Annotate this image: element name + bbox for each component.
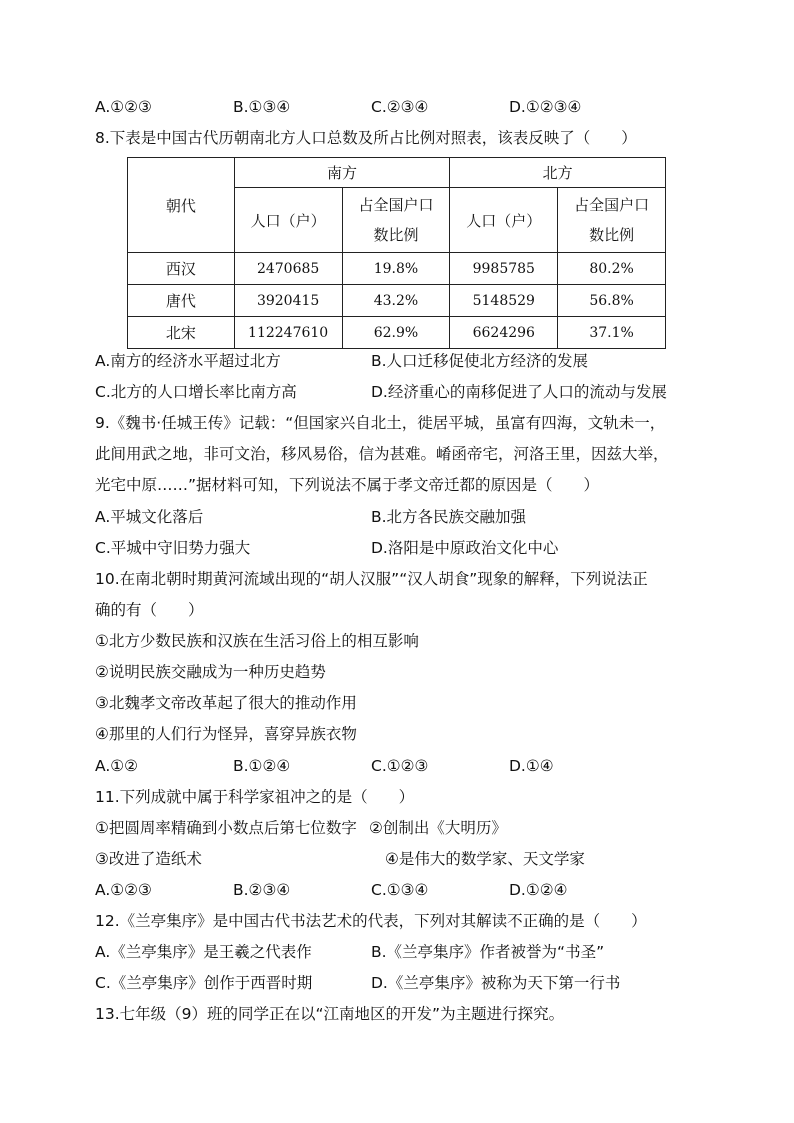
q9-stem-line3: 光宅中原……”据材料可知，下列说法不属于孝文帝迁都的原因是（ ） (95, 476, 600, 494)
table-row (128, 285, 666, 317)
cell-south-population: 112247610 (234, 317, 342, 349)
q12-option-a: A.《兰亭集序》是王羲之代表作 (95, 943, 312, 961)
q8-option-b: B.人口迁移促使北方经济的发展 (371, 352, 589, 370)
q9-option-a: A.平城文化落后 (95, 508, 204, 526)
cell-north-ratio: 80.2% (558, 253, 666, 285)
cell-north-ratio: 56.8% (558, 285, 666, 317)
table-header-south-ratio (342, 188, 450, 253)
cell-dynasty: 唐代 (128, 285, 235, 317)
q10-option-b: B.①②④ (233, 757, 291, 775)
q13-stem: 13.七年级（9）班的同学正在以“江南地区的开发”为主题进行探究。 (95, 1005, 565, 1023)
q11-statements-row1 (95, 818, 715, 838)
q10-statement-1: ①北方少数民族和汉族在生活习俗上的相互影响 (95, 632, 419, 650)
q11-stem: 11.下列成就中属于科学家祖冲之的是（ ） (95, 788, 415, 806)
table-header-south-population: 人口（户） (234, 188, 342, 253)
q11-options (95, 880, 715, 900)
q11-statements-row2 (95, 849, 715, 869)
table-row (128, 253, 666, 285)
q10-statement-3: ③北魏孝文帝改革起了很大的推动作用 (95, 694, 357, 712)
q8-option-a: A.南方的经济水平超过北方 (95, 352, 281, 370)
q10-stem-line1: 10.在南北朝时期黄河流域出现的“胡人汉服”“汉人胡食”现象的解释，下列说法正 (95, 570, 648, 588)
q8-option-c: C.北方的人口增长率比南方高 (95, 383, 297, 401)
q11-statement-1: ①把圆周率精确到小数点后第七位数字 (95, 819, 357, 837)
ratio-label-line1: 占全国户口 (358, 196, 434, 214)
population-table (127, 157, 666, 349)
cell-north-population: 9985785 (450, 253, 558, 285)
cell-south-ratio: 19.8% (342, 253, 450, 285)
table-header-north-ratio (558, 188, 666, 253)
q12-options-row2 (95, 973, 715, 993)
q10-statement-4: ④那里的人们行为怪异，喜穿异族衣物 (95, 725, 357, 743)
q7-option-a: A.①②③ (95, 98, 152, 116)
q12-option-c: C.《兰亭集序》创作于西晋时期 (95, 974, 313, 992)
table-header-north: 北方 (450, 158, 666, 188)
cell-south-population: 2470685 (234, 253, 342, 285)
q9-stem-line1: 9.《魏书·任城王传》记载：“但国家兴自北土，徙居平城，虽富有四海，文轨未一， (95, 414, 666, 432)
q11-option-b: B.②③④ (233, 881, 291, 899)
q8-stem: 8.下表是中国古代历朝南北方人口总数及所占比例对照表，该表反映了（ ） (95, 129, 637, 147)
q11-option-a: A.①②③ (95, 881, 152, 899)
cell-south-ratio: 43.2% (342, 285, 450, 317)
q10-stem-line2: 确的有（ ） (95, 601, 204, 619)
table-header-south: 南方 (234, 158, 450, 188)
q12-stem: 12.《兰亭集序》是中国古代书法艺术的代表，下列对其解读不正确的是（ ） (95, 912, 647, 930)
cell-north-ratio: 37.1% (558, 317, 666, 349)
q7-options (95, 97, 715, 117)
q11-statement-2: ②创制出《大明历》 (369, 819, 507, 837)
q8-option-d: D.经济重心的南移促进了人口的流动与发展 (371, 383, 667, 401)
q7-option-c: C.②③④ (371, 98, 429, 116)
q8-options-row1 (95, 351, 715, 371)
q10-option-d: D.①④ (509, 757, 554, 775)
table-row (128, 317, 666, 349)
q11-option-c: C.①③④ (371, 881, 429, 899)
q12-options-row1 (95, 942, 715, 962)
ratio-label-line2: 数比例 (589, 226, 635, 244)
q12-option-d: D.《兰亭集序》被称为天下第一行书 (371, 974, 621, 992)
cell-north-population: 6624296 (450, 317, 558, 349)
ratio-label-line2: 数比例 (373, 226, 419, 244)
q7-option-d: D.①②③④ (509, 98, 582, 116)
cell-dynasty: 西汉 (128, 253, 235, 285)
cell-south-ratio: 62.9% (342, 317, 450, 349)
q10-option-c: C.①②③ (371, 757, 429, 775)
table-header-dynasty: 朝代 (128, 158, 235, 253)
q9-option-c: C.平城中守旧势力强大 (95, 539, 251, 557)
q9-options-row1 (95, 507, 715, 527)
q9-options-row2 (95, 538, 715, 558)
q7-option-b: B.①③④ (233, 98, 291, 116)
q9-option-b: B.北方各民族交融加强 (371, 508, 527, 526)
ratio-label-line1: 占全国户口 (574, 196, 650, 214)
table-header-north-population: 人口（户） (450, 188, 558, 253)
q8-options-row2 (95, 382, 715, 402)
cell-north-population: 5148529 (450, 285, 558, 317)
q10-option-a: A.①② (95, 757, 139, 775)
q10-statement-2: ②说明民族交融成为一种历史趋势 (95, 663, 326, 681)
q12-option-b: B.《兰亭集序》作者被誉为“书圣” (371, 943, 605, 961)
q11-statement-3: ③改进了造纸术 (95, 850, 202, 868)
q11-statement-4: ④是伟大的数学家、天文学家 (385, 850, 585, 868)
q9-stem-line2: 此间用武之地，非可文治，移风易俗，信为甚难。崤函帝宅，河洛王里，因兹大举， (95, 445, 669, 463)
q10-options (95, 756, 715, 776)
cell-dynasty: 北宋 (128, 317, 235, 349)
q9-option-d: D.洛阳是中原政治文化中心 (371, 539, 559, 557)
q11-option-d: D.①②④ (509, 881, 568, 899)
cell-south-population: 3920415 (234, 285, 342, 317)
